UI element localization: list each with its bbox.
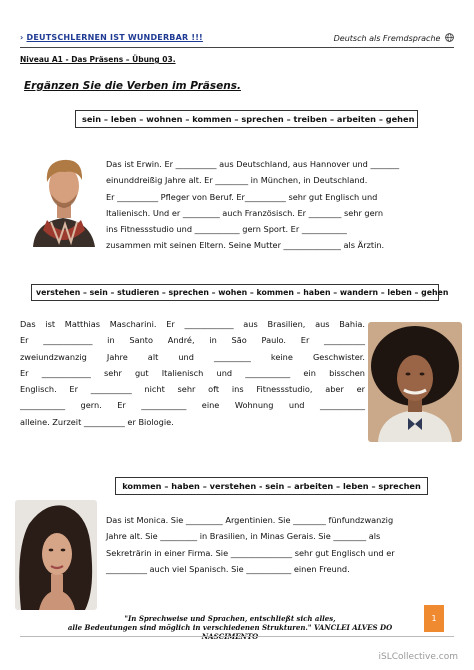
text-line: Er ____________ sehr gut Italienisch und ___________ ein bisschen bbox=[20, 367, 365, 378]
text-line: Sekreträrin in einer Firma. Sie _______________ sehr gut Englisch und er bbox=[106, 547, 395, 558]
text-line: zusammen mit seinen Eltern. Seine Mutter ______________ als Ärztin. bbox=[106, 240, 385, 251]
text-line: __________ auch viel Spanisch. Sie ___________ einen Freund. bbox=[106, 563, 350, 574]
text-line: Italienisch. Und er _________ auch Französisch. Er ________ sehr gern bbox=[106, 207, 384, 218]
header-title-text: DEUTSCHLERNEN IST WUNDERBAR !!! bbox=[26, 33, 203, 42]
photo-monica bbox=[15, 500, 97, 610]
verb-box-2: verstehen – sein – studieren – sprechen – wohen – kommen – haben – wandern – leben – gehen bbox=[31, 284, 439, 301]
header-title-prefix: › bbox=[20, 33, 24, 42]
text-line: Englisch. Er __________ nicht sehr oft ins Fitnessstudio, aber er bbox=[20, 384, 365, 395]
watermark: iSLCollective.com bbox=[378, 652, 458, 662]
text-line: Jahre alt. Sie _________ in Brasilien, in Minas Gerais. Sie ________ als bbox=[106, 531, 381, 542]
quote-line: "In Sprechweise und Sprachen, entschließt sich alles, bbox=[124, 614, 336, 623]
text-line: Das ist Matthias Mascharini. Er ____________ aus Brasilien, aus Bahia. bbox=[20, 319, 365, 329]
text-line: ___________ gern. Er ___________ eine Wohnung und ___________ bbox=[20, 400, 365, 411]
text-line: Er ____________ in Santo André, in São Paulo. Er __________ bbox=[20, 335, 365, 346]
photo-erwin bbox=[25, 150, 101, 247]
globe-icon bbox=[445, 33, 454, 44]
text-line: Das ist Monica. Sie _________ Argentinien. Sie ________ fünfundzwanzig bbox=[106, 515, 394, 525]
task-instruction: Ergänzen Sie die Verben im Präsens. bbox=[24, 80, 241, 92]
text-line: zweiundzwanzig Jahre alt und _________ keine Geschwister. bbox=[20, 351, 365, 362]
header-subtitle bbox=[334, 33, 454, 44]
text-line: alleine. Zurzeit __________ er Biologie. bbox=[20, 416, 174, 427]
header-divider bbox=[20, 47, 454, 48]
footer-divider bbox=[20, 636, 454, 637]
exercise-text-1 bbox=[106, 156, 450, 254]
exercise-text-2 bbox=[20, 316, 365, 430]
text-line: Das ist Erwin. Er __________ aus Deutschland, aus Hannover und _______ bbox=[106, 159, 400, 169]
verb-box-1: sein – leben – wohnen – kommen – sprechen – treiben – arbeiten – gehen bbox=[75, 110, 418, 128]
quote-line: alle Bedeutungen sind möglich in verschiedenen Strukturen." VANCLEI ALVES DO NASCIMENTO bbox=[67, 623, 393, 641]
text-line: ins Fitnessstudio und ___________ gern Sport. Er ___________ bbox=[106, 224, 347, 235]
text-line: einunddreißig Jahre alt. Er ________ in München, in Deutschland. bbox=[106, 175, 368, 186]
photo-matthias bbox=[368, 322, 462, 442]
level-label: Niveau A1 - Das Präsens – Übung 03. bbox=[20, 55, 176, 64]
exercise-text-3 bbox=[106, 512, 450, 577]
header-subtitle-text: Deutsch als Fremdsprache bbox=[333, 34, 441, 43]
text-line: Er __________ Pfleger von Beruf. Er__________ sehr gut Englisch und bbox=[106, 191, 378, 202]
page-number: 1 bbox=[424, 605, 444, 632]
verb-box-3: kommen – haben – verstehen - sein – arbeiten – leben – sprechen bbox=[115, 477, 428, 495]
header-title bbox=[20, 33, 203, 42]
